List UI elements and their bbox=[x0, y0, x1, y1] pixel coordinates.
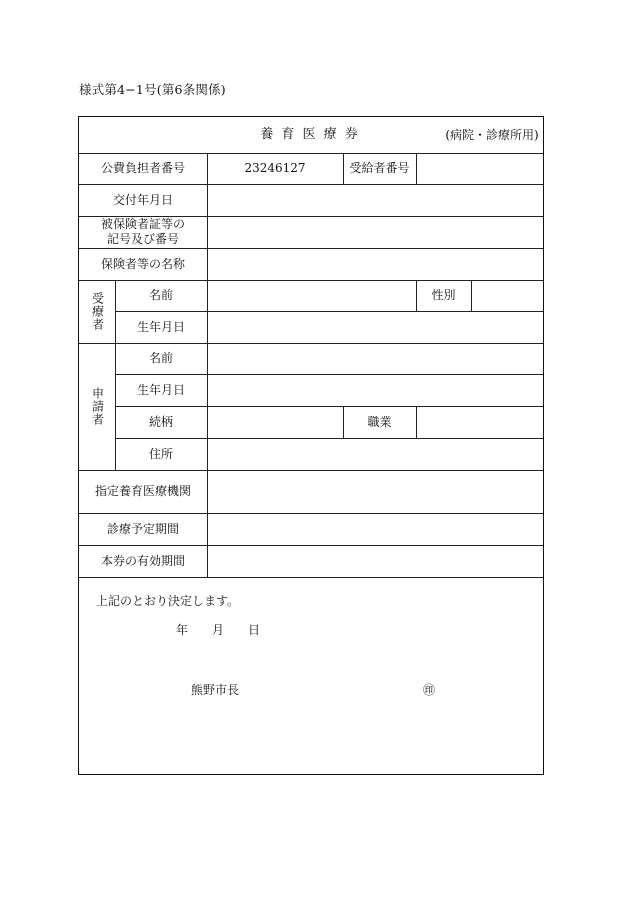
validity-period-label: 本券の有効期間 bbox=[100, 553, 185, 568]
column-divider bbox=[416, 406, 417, 438]
insured-certificate-line-1: 被保険者証等の bbox=[100, 217, 185, 231]
insurer-name-label: 保険者等の名称 bbox=[100, 256, 185, 271]
row-divider bbox=[79, 577, 543, 578]
relationship-label: 続柄 bbox=[148, 414, 173, 429]
date-day: 日 bbox=[247, 622, 260, 637]
applicant-dob-label: 生年月日 bbox=[136, 382, 185, 397]
issue-date-label: 交付年月日 bbox=[112, 192, 173, 207]
public-payer-number-label: 公費負担者番号 bbox=[100, 161, 185, 175]
insured-certificate-label bbox=[79, 216, 207, 248]
date-year: 年 bbox=[175, 622, 188, 637]
mayor-title: 熊野市長 bbox=[190, 682, 239, 697]
recipient-name-label: 名前 bbox=[148, 288, 173, 302]
form-title: 養 育 医 療 券 bbox=[260, 126, 360, 142]
recipient-group-label: 受療者 bbox=[90, 292, 105, 331]
occupation-label: 職業 bbox=[367, 414, 392, 429]
recipient-number-value bbox=[416, 153, 543, 184]
column-divider bbox=[471, 280, 472, 312]
form-number: 様式第4−1号(第6条関係) bbox=[79, 82, 226, 97]
date-month: 月 bbox=[211, 622, 224, 637]
column-divider bbox=[207, 153, 208, 577]
recipient-dob-label: 生年月日 bbox=[136, 319, 185, 334]
designated-institution-label: 指定養育医療機関 bbox=[94, 484, 191, 498]
decision-text: 上記のとおり決定します。 bbox=[96, 593, 240, 608]
public-payer-number-value: 23246127 bbox=[244, 161, 306, 175]
applicant-group-label: 申請者 bbox=[90, 387, 105, 426]
sex-label: 性別 bbox=[431, 288, 456, 302]
applicant-name-label: 名前 bbox=[148, 351, 173, 365]
seal-mark: ㊞ bbox=[422, 682, 435, 697]
treatment-period-label: 診療予定期間 bbox=[106, 521, 179, 536]
form-title-note: (病院・診療所用) bbox=[445, 127, 539, 142]
insured-certificate-line-2: 記号及び番号 bbox=[106, 232, 179, 246]
address-label: 住所 bbox=[148, 446, 173, 461]
recipient-number-label: 受給者番号 bbox=[349, 161, 410, 175]
